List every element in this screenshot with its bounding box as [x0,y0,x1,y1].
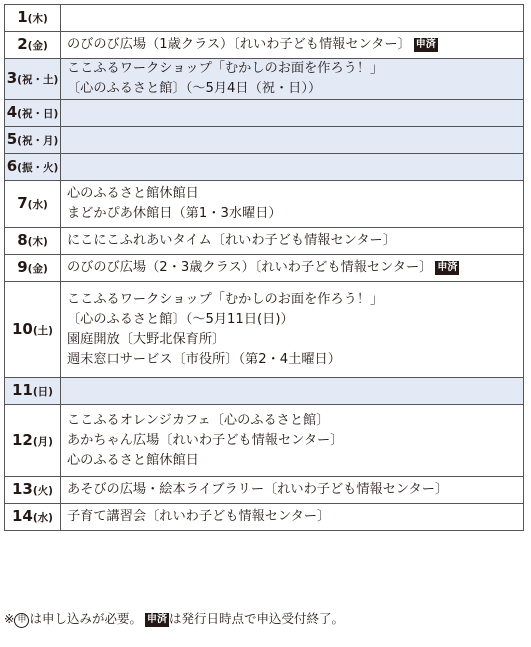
event-line [67,507,523,527]
event-line [67,35,523,55]
event-text: のびのび広場（2・3歳クラス）〔れいわ子ども情報センター〕 [67,260,433,275]
date-cell [5,255,61,282]
event-text: 心のふるさと館休館日 [67,186,199,201]
event-text: 園庭開放〔大野北保育所〕 [67,331,226,347]
day-number: 8 [17,231,28,249]
day-number: 5 [6,130,18,148]
events-cell [61,154,524,181]
weekday-label: (日) [32,386,53,398]
weekday-label: (木) [27,236,48,248]
date-cell [5,154,61,181]
event-line [67,350,523,370]
weekday-label: (祝・月) [17,135,59,147]
calendar-row [5,127,524,154]
day-number: 10 [12,319,33,338]
date-cell [5,181,61,228]
event-line [67,310,523,330]
event-text: 〔心のふるさと館〕（～5月4日（祝・日）） [67,81,322,96]
event-text: あかちゃん広場〔れいわ子ども情報センター〕 [67,432,344,448]
event-text: 心のふるさと館休館日 [67,452,199,468]
calendar-row [5,100,524,127]
day-number: 7 [17,194,28,212]
calendar-row [5,228,524,255]
events-cell [61,127,524,154]
day-number: 14 [12,507,33,525]
event-line [67,231,523,251]
events-cell [61,282,524,378]
calendar-row [5,32,524,59]
event-text: 〔心のふるさと館〕（～5月11日(日)） [67,311,294,327]
event-line [67,330,523,350]
application-required-mark: 申 [14,613,29,628]
event-line [67,79,523,99]
closed-badge: 申済 [415,39,436,50]
event-text: のびのび広場（1歳クラス）〔れいわ子ども情報センター〕 [67,37,411,52]
events-cell [61,32,524,59]
date-cell [5,282,61,378]
weekday-label: (祝・日) [17,108,59,120]
event-text: まどかぴあ休館日（第1・3水曜日） [67,206,282,221]
event-line [67,431,523,451]
date-cell [5,504,61,531]
weekday-label: (木) [27,13,48,25]
closed-badge: 申済 [147,614,167,625]
date-cell [5,228,61,255]
weekday-label: (祝・土) [17,74,59,86]
day-number: 13 [12,480,33,498]
date-cell [5,378,61,405]
event-line [67,204,523,224]
event-text: ここふるオレンジカフェ〔心のふるさと館〕 [67,412,330,428]
event-text: あそびの広場・絵本ライブラリー〔れいわ子ども情報センター〕 [67,482,449,497]
calendar-row [5,477,524,504]
events-cell [61,504,524,531]
note-prefix: ※ [4,611,15,626]
calendar-row [5,255,524,282]
event-line [67,480,523,500]
footnote [4,611,344,628]
event-line [67,184,523,204]
weekday-label: (金) [27,40,48,52]
event-text: にこにこふれあいタイム〔れいわ子ども情報センター〕 [67,233,396,248]
event-text: ここふるワークショップ「むかしのお面を作ろう！」 [67,291,384,307]
event-line [67,290,523,310]
date-cell [5,59,61,100]
date-cell [5,477,61,504]
event-text: 子育て講習会〔れいわ子ども情報センター〕 [67,509,331,524]
weekday-label: (金) [27,263,48,275]
calendar-row [5,154,524,181]
date-cell [5,127,61,154]
event-line [67,451,523,471]
date-cell [5,5,61,32]
date-cell [5,405,61,477]
calendar-row [5,181,524,228]
weekday-label: (振・火) [17,162,59,174]
events-cell [61,378,524,405]
event-text: ここふるワークショップ「むかしのお面を作ろう！」 [67,61,384,76]
date-cell [5,32,61,59]
events-cell [61,255,524,282]
weekday-label: (土) [32,324,53,337]
events-cell [61,5,524,32]
day-number: 11 [12,381,33,399]
note-text-2: は発行日時点で申込受付終了。 [169,611,345,626]
calendar-row [5,405,524,477]
calendar-row [5,282,524,378]
calendar-row [5,5,524,32]
events-cell [61,100,524,127]
day-number: 6 [6,157,18,175]
note-text-1: は申し込みが必要。 [29,611,142,626]
calendar-row [5,504,524,531]
calendar-row [5,378,524,405]
events-cell [61,477,524,504]
event-line [67,59,523,79]
weekday-label: (水) [32,512,53,524]
event-text: 週末窓口サービス〔市役所〕（第2・4土曜日） [67,351,341,367]
weekday-label: (火) [32,485,53,497]
day-number: 9 [17,258,28,276]
day-number: 4 [6,103,18,121]
event-line [67,411,523,431]
event-line [67,258,523,278]
events-cell [61,181,524,228]
event-calendar-table [4,4,524,531]
events-cell [61,228,524,255]
day-number: 12 [12,430,33,449]
day-number: 2 [17,35,28,53]
calendar-row [5,59,524,100]
events-cell [61,59,524,100]
day-number: 3 [6,69,18,87]
weekday-label: (水) [27,199,48,211]
closed-badge: 申済 [437,262,458,273]
date-cell [5,100,61,127]
day-number: 1 [17,8,28,26]
weekday-label: (月) [32,435,53,448]
events-cell [61,405,524,477]
